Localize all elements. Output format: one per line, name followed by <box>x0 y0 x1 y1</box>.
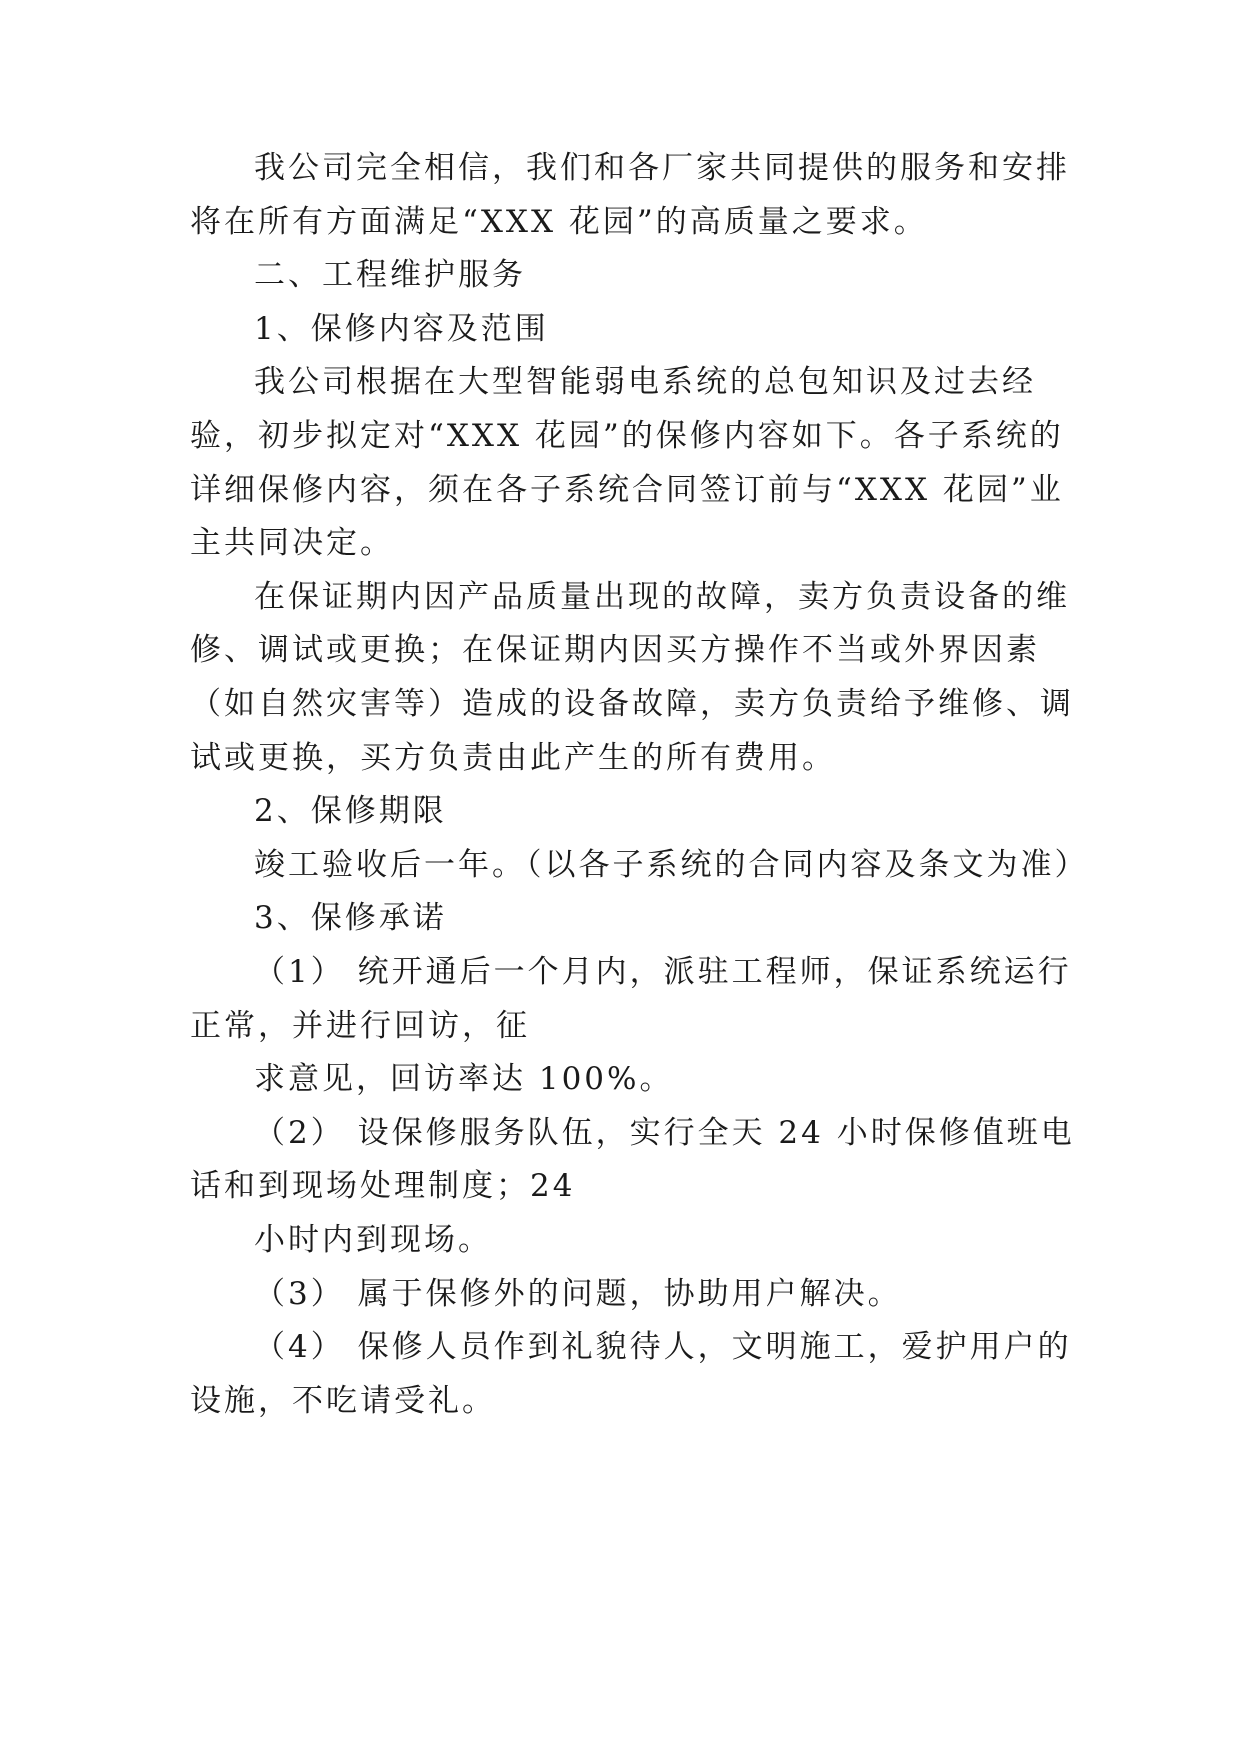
paragraph-line: 修、调试或更换；在保证期内因买方操作不当或外界因素 <box>190 632 1040 668</box>
list-item-line: 正常，并进行回访，征 <box>190 1008 530 1044</box>
paragraph-line: 试或更换，买方负责由此产生的所有费用。 <box>190 740 836 776</box>
paragraph-line: 主共同决定。 <box>190 525 394 561</box>
subsection-heading: 1、保修内容及范围 <box>254 311 549 347</box>
list-item-line: 设施，不吃请受礼。 <box>190 1383 496 1419</box>
paragraph-line: 将在所有方面满足“XXX 花园”的高质量之要求。 <box>190 204 928 240</box>
paragraph-line: 验，初步拟定对“XXX 花园”的保修内容如下。各子系统的 <box>190 418 1064 454</box>
paragraph-line: 我公司完全相信，我们和各厂家共同提供的服务和安排 <box>254 150 1070 186</box>
paragraph-line: 我公司根据在大型智能弱电系统的总包知识及过去经 <box>254 364 1036 400</box>
list-item-line: （1） 统开通后一个月内，派驻工程师，保证系统运行 <box>254 954 1072 990</box>
list-item-line: （2） 设保修服务队伍，实行全天 24 小时保修值班电 <box>254 1115 1075 1151</box>
paragraph-line: （如自然灾害等）造成的设备故障，卖方负责给予维修、调 <box>190 686 1074 722</box>
paragraph-line: 竣工验收后一年。（以各子系统的合同内容及条文为准） <box>254 847 1089 883</box>
list-item-line: 求意见，回访率达 100%。 <box>254 1061 674 1097</box>
list-item-line: （4） 保修人员作到礼貌待人，文明施工，爱护用户的 <box>254 1329 1072 1365</box>
paragraph-line: 详细保修内容，须在各子系统合同签订前与“XXX 花园”业 <box>190 472 1064 508</box>
subsection-heading: 2、保修期限 <box>254 793 447 829</box>
list-item-line: （3） 属于保修外的问题，协助用户解决。 <box>254 1276 902 1312</box>
section-heading: 二、工程维护服务 <box>254 257 526 293</box>
list-item-line: 话和到现场处理制度；24 <box>190 1168 576 1204</box>
list-item-line: 小时内到现场。 <box>254 1222 492 1258</box>
subsection-heading: 3、保修承诺 <box>254 900 447 936</box>
paragraph-line: 在保证期内因产品质量出现的故障，卖方负责设备的维 <box>254 579 1070 615</box>
